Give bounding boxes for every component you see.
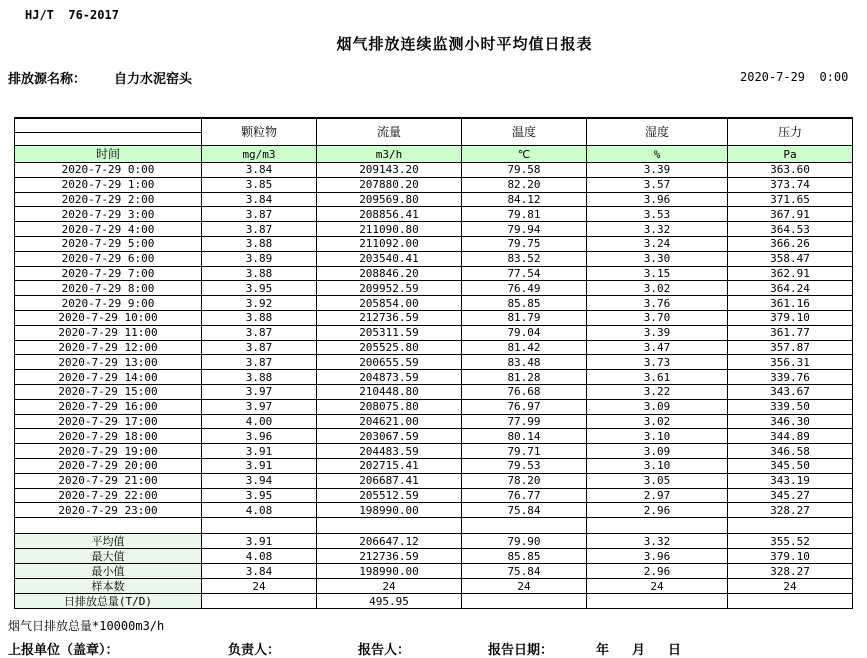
value-cell: 211092.00: [317, 236, 462, 251]
summary-value-cell: 24: [202, 579, 317, 594]
value-cell: 200655.59: [317, 355, 462, 370]
value-cell: 209143.20: [317, 163, 462, 178]
monitoring-data-table: [14, 117, 853, 609]
year-label: 年: [596, 643, 610, 658]
value-cell: 3.09: [587, 444, 728, 459]
time-cell: 2020-7-29 23:00: [15, 503, 202, 518]
value-cell: 3.09: [587, 399, 728, 414]
time-cell: 2020-7-29 16:00: [15, 399, 202, 414]
data-row: [15, 192, 853, 207]
value-cell: 362.91: [728, 266, 853, 281]
summary-rows-body: [15, 534, 853, 609]
data-row: [15, 414, 853, 429]
unit-pressure: Pa: [728, 146, 853, 163]
value-cell: 79.94: [462, 222, 587, 237]
spacer-cell: [728, 518, 853, 534]
value-cell: 3.15: [587, 266, 728, 281]
value-cell: 209569.80: [317, 192, 462, 207]
value-cell: 207880.20: [317, 177, 462, 192]
summary-row: [15, 549, 853, 564]
value-cell: 76.49: [462, 281, 587, 296]
data-row: [15, 222, 853, 237]
time-column-header: 时间: [15, 146, 202, 163]
value-cell: 3.53: [587, 207, 728, 222]
column-header-flow: 流量: [317, 118, 462, 146]
value-cell: 346.30: [728, 414, 853, 429]
summary-label-cell: 平均值: [15, 534, 202, 549]
emission-source-label: 排放源名称：: [8, 72, 87, 87]
time-cell: 2020-7-29 8:00: [15, 281, 202, 296]
summary-value-cell: 2.96: [587, 564, 728, 579]
unit-particulate: mg/m3: [202, 146, 317, 163]
summary-value-cell: 3.84: [202, 564, 317, 579]
value-cell: 205525.80: [317, 340, 462, 355]
header-corner-cell-bottom: [15, 133, 202, 146]
value-cell: 339.76: [728, 370, 853, 385]
data-row: [15, 384, 853, 399]
summary-value-cell: [728, 594, 853, 609]
summary-value-cell: [202, 594, 317, 609]
value-cell: 79.58: [462, 163, 587, 178]
summary-value-cell: 328.27: [728, 564, 853, 579]
value-cell: 83.52: [462, 251, 587, 266]
value-cell: 3.02: [587, 281, 728, 296]
time-cell: 2020-7-29 1:00: [15, 177, 202, 192]
value-cell: 209952.59: [317, 281, 462, 296]
value-cell: 3.87: [202, 207, 317, 222]
value-cell: 339.50: [728, 399, 853, 414]
column-header-pressure: 压力: [728, 118, 853, 146]
unit-humidity: %: [587, 146, 728, 163]
data-row: [15, 488, 853, 503]
data-row: [15, 251, 853, 266]
value-cell: 3.05: [587, 473, 728, 488]
value-cell: 202715.41: [317, 458, 462, 473]
value-cell: 204483.59: [317, 444, 462, 459]
value-cell: 3.96: [587, 192, 728, 207]
summary-row: [15, 579, 853, 594]
value-cell: 3.87: [202, 222, 317, 237]
value-cell: 3.95: [202, 281, 317, 296]
data-row: [15, 325, 853, 340]
value-cell: 3.88: [202, 370, 317, 385]
data-row: [15, 429, 853, 444]
value-cell: 4.08: [202, 503, 317, 518]
time-cell: 2020-7-29 10:00: [15, 310, 202, 325]
value-cell: 81.79: [462, 310, 587, 325]
data-row: [15, 399, 853, 414]
value-cell: 3.97: [202, 384, 317, 399]
time-cell: 2020-7-29 20:00: [15, 458, 202, 473]
value-cell: 79.81: [462, 207, 587, 222]
value-cell: 3.92: [202, 296, 317, 311]
report-unit-label: 上报单位（盖章）：: [8, 643, 119, 658]
value-cell: 3.84: [202, 192, 317, 207]
summary-value-cell: 79.90: [462, 534, 587, 549]
value-cell: 208856.41: [317, 207, 462, 222]
header-row-units: [15, 146, 853, 163]
unit-flow: m3/h: [317, 146, 462, 163]
value-cell: 85.85: [462, 296, 587, 311]
value-cell: 84.12: [462, 192, 587, 207]
value-cell: 206687.41: [317, 473, 462, 488]
summary-value-cell: 24: [462, 579, 587, 594]
value-cell: 343.19: [728, 473, 853, 488]
emission-source-name: 自力水泥窑头: [114, 72, 193, 87]
summary-label-cell: 最小值: [15, 564, 202, 579]
spacer-body: [15, 518, 853, 534]
value-cell: 3.10: [587, 458, 728, 473]
page-title: 烟气排放连续监测小时平均值日报表: [336, 35, 593, 53]
value-cell: 3.88: [202, 236, 317, 251]
value-cell: 3.39: [587, 163, 728, 178]
time-cell: 2020-7-29 11:00: [15, 325, 202, 340]
time-cell: 2020-7-29 15:00: [15, 384, 202, 399]
value-cell: 78.20: [462, 473, 587, 488]
summary-value-cell: 355.52: [728, 534, 853, 549]
value-cell: 3.96: [202, 429, 317, 444]
value-cell: 361.16: [728, 296, 853, 311]
data-row: [15, 444, 853, 459]
table-header-body: [15, 118, 853, 163]
value-cell: 346.58: [728, 444, 853, 459]
spacer-cell: [587, 518, 728, 534]
value-cell: 76.97: [462, 399, 587, 414]
value-cell: 3.84: [202, 163, 317, 178]
value-cell: 203540.41: [317, 251, 462, 266]
data-row: [15, 163, 853, 178]
value-cell: 3.32: [587, 222, 728, 237]
spacer-cell: [317, 518, 462, 534]
value-cell: 328.27: [728, 503, 853, 518]
summary-label-cell: 日排放总量(T/D): [15, 594, 202, 609]
data-row: [15, 370, 853, 385]
spacer-cell: [462, 518, 587, 534]
time-cell: 2020-7-29 17:00: [15, 414, 202, 429]
value-cell: 3.02: [587, 414, 728, 429]
time-cell: 2020-7-29 4:00: [15, 222, 202, 237]
value-cell: 379.10: [728, 310, 853, 325]
value-cell: 3.70: [587, 310, 728, 325]
data-row: [15, 503, 853, 518]
value-cell: 3.22: [587, 384, 728, 399]
value-cell: 208075.80: [317, 399, 462, 414]
value-cell: 3.94: [202, 473, 317, 488]
report-datetime: 2020-7-29 0:00: [740, 70, 849, 84]
spacer-row: [15, 518, 853, 534]
value-cell: 3.10: [587, 429, 728, 444]
value-cell: 3.24: [587, 236, 728, 251]
value-cell: 83.48: [462, 355, 587, 370]
data-row: [15, 355, 853, 370]
summary-value-cell: [462, 594, 587, 609]
summary-label-cell: 样本数: [15, 579, 202, 594]
value-cell: 205854.00: [317, 296, 462, 311]
value-cell: 4.00: [202, 414, 317, 429]
value-cell: 3.88: [202, 266, 317, 281]
value-cell: 76.77: [462, 488, 587, 503]
value-cell: 204873.59: [317, 370, 462, 385]
summary-row: [15, 534, 853, 549]
day-label: 日: [668, 643, 682, 658]
value-cell: 81.28: [462, 370, 587, 385]
time-cell: 2020-7-29 18:00: [15, 429, 202, 444]
summary-value-cell: 24: [587, 579, 728, 594]
header-corner-cell-top: [15, 118, 202, 133]
time-cell: 2020-7-29 19:00: [15, 444, 202, 459]
data-rows-body: [15, 163, 853, 518]
value-cell: 3.61: [587, 370, 728, 385]
value-cell: 3.91: [202, 444, 317, 459]
value-cell: 81.42: [462, 340, 587, 355]
value-cell: 3.76: [587, 296, 728, 311]
value-cell: 77.99: [462, 414, 587, 429]
data-row: [15, 296, 853, 311]
value-cell: 344.89: [728, 429, 853, 444]
reporter-label: 报告人：: [358, 643, 411, 658]
value-cell: 3.47: [587, 340, 728, 355]
value-cell: 3.39: [587, 325, 728, 340]
value-cell: 3.87: [202, 325, 317, 340]
value-cell: 80.14: [462, 429, 587, 444]
value-cell: 79.04: [462, 325, 587, 340]
value-cell: 367.91: [728, 207, 853, 222]
column-header-temperature: 温度: [462, 118, 587, 146]
value-cell: 357.87: [728, 340, 853, 355]
unit-temperature: ℃: [462, 146, 587, 163]
data-row: [15, 207, 853, 222]
value-cell: 75.84: [462, 503, 587, 518]
value-cell: 364.24: [728, 281, 853, 296]
standard-number: HJ/T 76-2017: [25, 8, 119, 22]
value-cell: 205311.59: [317, 325, 462, 340]
summary-value-cell: 3.96: [587, 549, 728, 564]
value-cell: 204621.00: [317, 414, 462, 429]
time-cell: 2020-7-29 7:00: [15, 266, 202, 281]
value-cell: 203067.59: [317, 429, 462, 444]
value-cell: 79.53: [462, 458, 587, 473]
summary-value-cell: 206647.12: [317, 534, 462, 549]
data-row: [15, 236, 853, 251]
value-cell: 198990.00: [317, 503, 462, 518]
month-label: 月: [632, 643, 646, 658]
report-date-label: 报告日期：: [488, 643, 554, 658]
time-cell: 2020-7-29 0:00: [15, 163, 202, 178]
value-cell: 3.91: [202, 458, 317, 473]
value-cell: 208846.20: [317, 266, 462, 281]
summary-value-cell: 198990.00: [317, 564, 462, 579]
summary-value-cell: 212736.59: [317, 549, 462, 564]
spacer-cell: [15, 518, 202, 534]
summary-row: [15, 594, 853, 609]
summary-label-cell: 最大值: [15, 549, 202, 564]
header-row-pollutants: [15, 118, 853, 133]
summary-value-cell: 24: [317, 579, 462, 594]
value-cell: 3.30: [587, 251, 728, 266]
value-cell: 3.73: [587, 355, 728, 370]
summary-value-cell: 4.08: [202, 549, 317, 564]
value-cell: 3.89: [202, 251, 317, 266]
data-row: [15, 310, 853, 325]
value-cell: 358.47: [728, 251, 853, 266]
value-cell: 3.87: [202, 340, 317, 355]
value-cell: 361.77: [728, 325, 853, 340]
value-cell: 366.26: [728, 236, 853, 251]
summary-value-cell: 85.85: [462, 549, 587, 564]
value-cell: 345.50: [728, 458, 853, 473]
value-cell: 356.31: [728, 355, 853, 370]
value-cell: 3.85: [202, 177, 317, 192]
value-cell: 345.27: [728, 488, 853, 503]
value-cell: 3.88: [202, 310, 317, 325]
data-row: [15, 177, 853, 192]
value-cell: 363.60: [728, 163, 853, 178]
time-cell: 2020-7-29 21:00: [15, 473, 202, 488]
value-cell: 79.71: [462, 444, 587, 459]
summary-value-cell: 495.95: [317, 594, 462, 609]
time-cell: 2020-7-29 9:00: [15, 296, 202, 311]
value-cell: 2.97: [587, 488, 728, 503]
value-cell: 3.97: [202, 399, 317, 414]
value-cell: 212736.59: [317, 310, 462, 325]
responsible-person-label: 负责人：: [228, 643, 281, 658]
time-cell: 2020-7-29 14:00: [15, 370, 202, 385]
value-cell: 3.57: [587, 177, 728, 192]
summary-value-cell: [587, 594, 728, 609]
value-cell: 82.20: [462, 177, 587, 192]
spacer-cell: [202, 518, 317, 534]
time-cell: 2020-7-29 12:00: [15, 340, 202, 355]
value-cell: 79.75: [462, 236, 587, 251]
data-row: [15, 340, 853, 355]
value-cell: 2.96: [587, 503, 728, 518]
value-cell: 210448.80: [317, 384, 462, 399]
summary-value-cell: 24: [728, 579, 853, 594]
data-row: [15, 281, 853, 296]
footer-note: 烟气日排放总量*10000m3/h: [8, 619, 165, 633]
emission-source-line: [8, 68, 192, 87]
value-cell: 76.68: [462, 384, 587, 399]
summary-value-cell: 75.84: [462, 564, 587, 579]
summary-row: [15, 564, 853, 579]
time-cell: 2020-7-29 13:00: [15, 355, 202, 370]
value-cell: 364.53: [728, 222, 853, 237]
value-cell: 371.65: [728, 192, 853, 207]
column-header-humidity: 湿度: [587, 118, 728, 146]
column-header-particulate: 颗粒物: [202, 118, 317, 146]
time-cell: 2020-7-29 22:00: [15, 488, 202, 503]
value-cell: 211090.80: [317, 222, 462, 237]
summary-value-cell: 3.32: [587, 534, 728, 549]
value-cell: 373.74: [728, 177, 853, 192]
time-cell: 2020-7-29 5:00: [15, 236, 202, 251]
time-cell: 2020-7-29 3:00: [15, 207, 202, 222]
time-cell: 2020-7-29 6:00: [15, 251, 202, 266]
time-cell: 2020-7-29 2:00: [15, 192, 202, 207]
value-cell: 3.95: [202, 488, 317, 503]
value-cell: 343.67: [728, 384, 853, 399]
data-row: [15, 458, 853, 473]
summary-value-cell: 3.91: [202, 534, 317, 549]
data-row: [15, 473, 853, 488]
value-cell: 205512.59: [317, 488, 462, 503]
value-cell: 3.87: [202, 355, 317, 370]
summary-value-cell: 379.10: [728, 549, 853, 564]
data-row: [15, 266, 853, 281]
value-cell: 77.54: [462, 266, 587, 281]
